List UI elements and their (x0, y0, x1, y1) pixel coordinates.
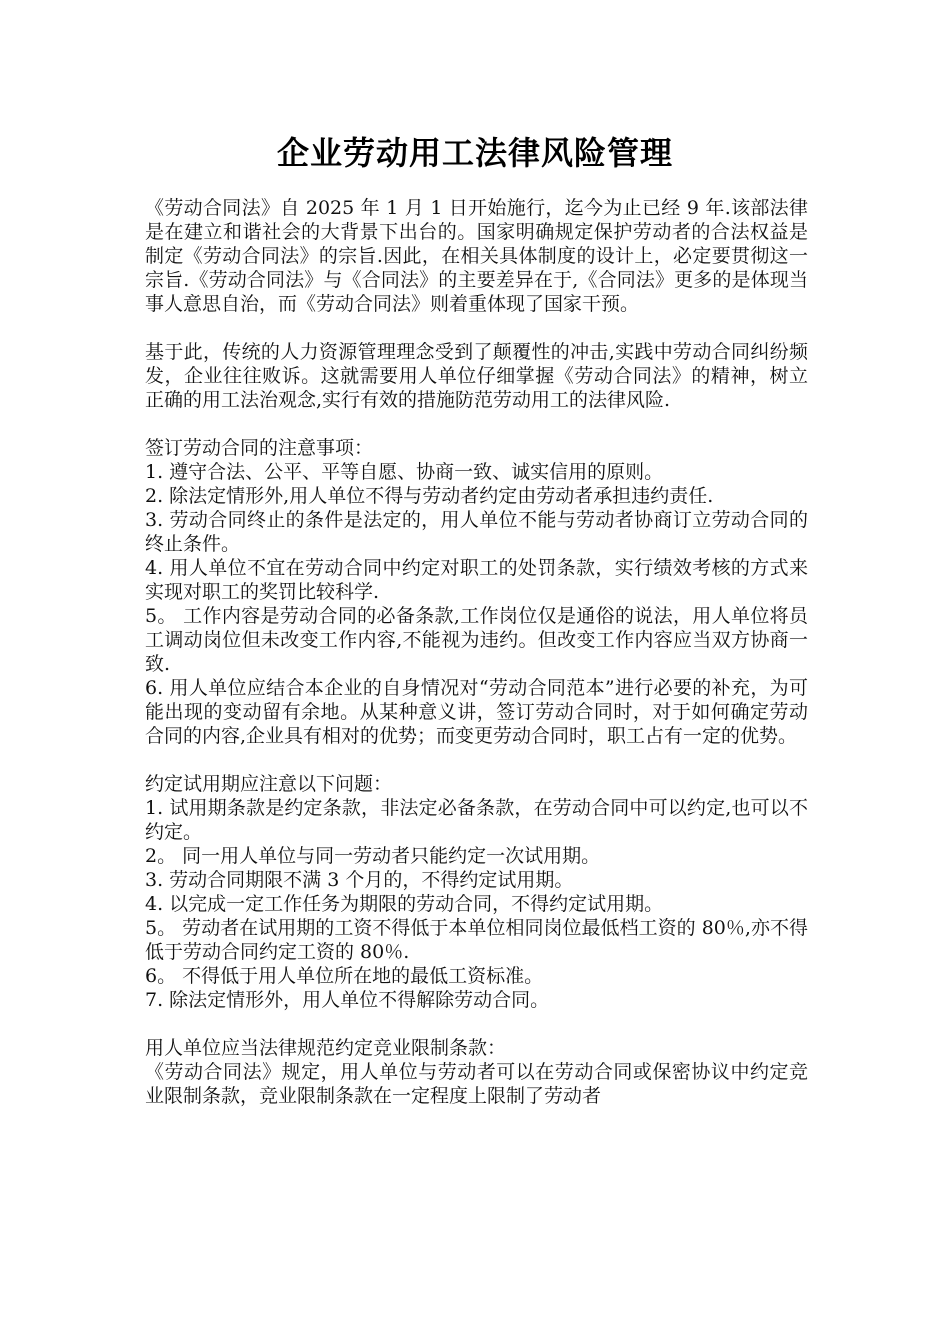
probation-item-5: 5。 劳动者在试用期的工资不得低于本单位相同岗位最低档工资的 80％,亦不得低于劳动合同约定工资的 80％. (145, 917, 808, 963)
contract-item-3: 3. 劳动合同终止的条件是法定的，用人单位不能与劳动者协商订立劳动合同的终止条件。 (145, 509, 808, 555)
contract-item-1: 1. 遵守合法、公平、平等自愿、协商一致、诚实信用的原则。 (145, 461, 664, 483)
paragraph-spacer (145, 1012, 808, 1036)
paragraph-spacer (145, 748, 808, 772)
noncompete-paragraph: 《劳动合同法》规定，用人单位与劳动者可以在劳动合同或保密协议中约定竞业限制条款，竞业限制条款在一定程度上限制了劳动者 (145, 1061, 808, 1107)
paragraph-spacer (145, 412, 808, 436)
contract-item-6: 6. 用人单位应结合本企业的自身情况对“劳动合同范本”进行必要的补充，为可能出现的变动留有余地。从某种意义讲，签订劳动合同时，对于如何确定劳动合同的内容,企业具有相对的优势；而变更劳动合同时，职工占有一定的优势。 (145, 677, 808, 747)
noncompete-section-heading: 用人单位应当法律规范约定竞业限制条款： (145, 1037, 507, 1059)
probation-item-4: 4. 以完成一定工作任务为期限的劳动合同，不得约定试用期。 (145, 893, 664, 915)
probation-item-1: 1. 试用期条款是约定条款，非法定必备条款，在劳动合同中可以约定,也可以不约定。 (145, 797, 808, 843)
probation-item-6: 6。 不得低于用人单位所在地的最低工资标准。 (145, 965, 544, 987)
contract-section-heading: 签订劳动合同的注意事项： (145, 437, 374, 459)
intro-paragraph-2: 基于此，传统的人力资源管理理念受到了颠覆性的冲击,实践中劳动合同纠纷频发，企业往往败诉。这就需要用人单位仔细掌握《劳动合同法》的精神，树立正确的用工法治观念,实行有效的措施防范劳动用工的法律风险. (145, 341, 808, 411)
paragraph-spacer (145, 316, 808, 340)
contract-item-4: 4. 用人单位不宜在劳动合同中约定对职工的处罚条款，实行绩效考核的方式来实现对职工的奖罚比较科学. (145, 557, 808, 603)
probation-item-2: 2。 同一用人单位与同一劳动者只能约定一次试用期。 (145, 845, 601, 867)
probation-item-3: 3. 劳动合同期限不满 3 个月的，不得约定试用期。 (145, 869, 574, 891)
contract-item-5: 5。 工作内容是劳动合同的必备条款,工作岗位仅是通俗的说法，用人单位将员工调动岗位但未改变工作内容,不能视为违约。但改变工作内容应当双方协商一致. (145, 605, 808, 675)
probation-item-7: 7. 除法定情形外，用人单位不得解除劳动合同。 (145, 989, 550, 1011)
probation-section-heading: 约定试用期应注意以下问题： (145, 773, 393, 795)
contract-item-2: 2. 除法定情形外,用人单位不得与劳动者约定由劳动者承担违约责任. (145, 485, 714, 507)
document-body (145, 196, 808, 1108)
document-title: 企业劳动用工法律风险管理 (276, 134, 673, 172)
intro-paragraph-1: 《劳动合同法》自 2025 年 1 月 1 日开始施行，迄今为止已经 9 年.该部法律是在建立和谐社会的大背景下出台的。国家明确规定保护劳动者的合法权益是制定《劳动合同法》的宗旨.因此，在相关具体制度的设计上，必定要贯彻这一宗旨.《劳动合同法》与《合同法》的主要差异在于,《合同法》更多的是体现当事人意思自治，而《劳动合同法》则着重体现了国家干预。 (145, 197, 808, 315)
